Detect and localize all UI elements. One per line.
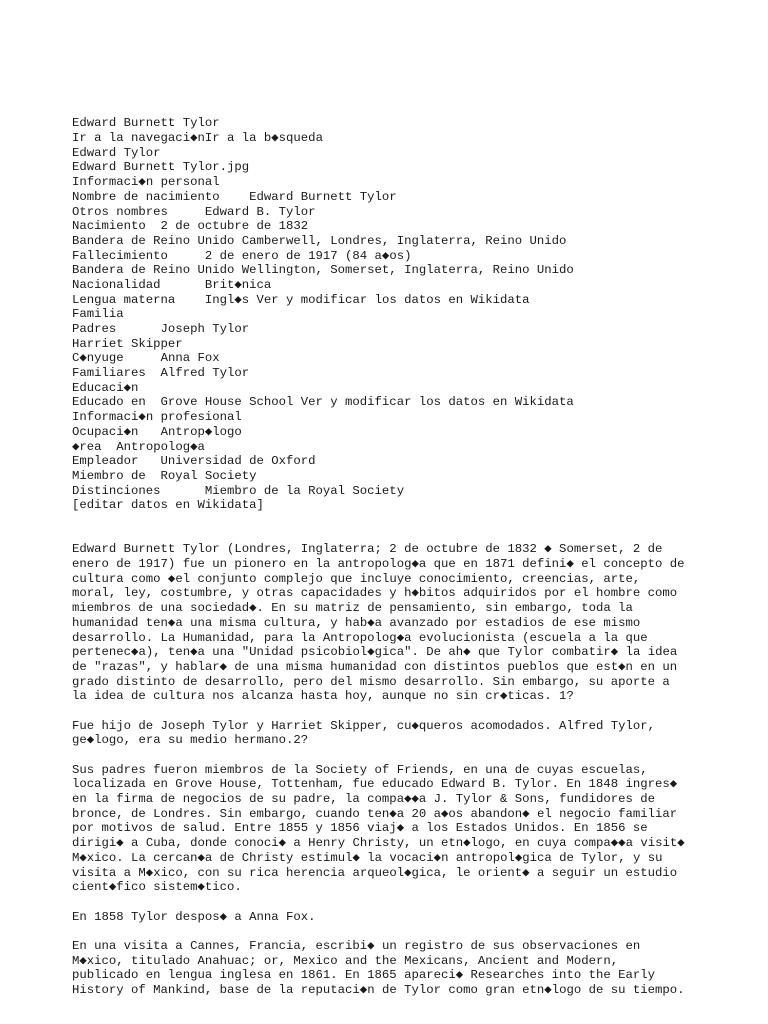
paragraph-line: publicado en lengua inglesa en 1861. En 1865 apareci◆ Researches into the Early	[72, 968, 655, 983]
paragraph-line: enero de 1917) fue un pionero en la antropolog◆a que en 1871 defini◆ el concepto de	[72, 557, 685, 572]
paragraph-line: de "razas", y hablar◆ de una misma humanidad con distintos pueblos que est◆n en un	[72, 659, 678, 674]
infobox-line: Lengua materna Ingl◆s Ver y modificar los datos en Wikidata	[72, 292, 530, 307]
infobox-line: Padres Joseph Tylor	[72, 322, 250, 337]
paragraph-line: la idea de cultura nos alcanza hasta hoy, aunque no sin cr◆ticas. 1?	[72, 689, 574, 704]
infobox-line: Fallecimiento 2 de enero de 1917 (84 a◆os)	[72, 248, 412, 263]
paragraph-line: localizada en Grove House, Tottenham, fue educado Edward B. Tylor. En 1848 ingres◆	[72, 777, 678, 792]
paragraph-line: Edward Burnett Tylor (Londres, Inglaterra; 2 de octubre de 1832 ◆ Somerset, 2 de	[72, 542, 663, 557]
paragraph-spacer	[72, 748, 712, 763]
paragraph-line: M◆xico. La cercan◆a de Christy estimul◆ la vocaci◆n antropol◆gica de Tylor, y su	[72, 850, 663, 865]
infobox-line: Informaci◆n personal	[72, 175, 220, 190]
paragraph-line: cultura como ◆el conjunto complejo que incluye conocimiento, creencias, arte,	[72, 571, 641, 586]
paragraph	[72, 939, 712, 998]
infobox-line: Ocupaci◆n Antrop◆logo	[72, 424, 242, 439]
infobox-line: Miembro de Royal Society	[72, 468, 257, 483]
paragraph-line: ge◆logo, era su medio hermano.2?	[72, 733, 309, 748]
paragraph-line: miembros de una sociedad◆. En su matriz de pensamiento, sin embargo, toda la	[72, 601, 633, 616]
paragraph-spacer	[72, 704, 712, 719]
paragraph-line: History of Mankind, base de la reputaci◆n de Tylor como gran etn◆logo de su tiempo.	[72, 983, 685, 997]
paragraph-line: grado distinto de desarrollo, pero del mismo desarrollo. Sin embargo, su aporte a	[72, 674, 670, 689]
paragraph	[72, 719, 712, 748]
infobox-line: Nacionalidad Brit◆nica	[72, 277, 272, 292]
infobox-line: Familiares Alfred Tylor	[72, 366, 250, 381]
infobox-line: Educaci◆n	[72, 380, 139, 395]
paragraph-line: moral, ley, costumbre, y otras capacidades y h◆bitos adquiridos por el hombre como	[72, 586, 678, 601]
infobox-line: [editar datos en Wikidata]	[72, 498, 264, 513]
paragraph-line: cient◆fico sistem◆tico.	[72, 880, 242, 895]
document-page	[72, 87, 712, 1012]
paragraph-line: pertenec◆a), ten◆a una "Unidad psicobiol◆gica". De ah◆ que Tylor combatir◆ la idea	[72, 645, 678, 660]
infobox-line: Edward Tylor	[72, 145, 161, 160]
paragraph	[72, 542, 712, 704]
paragraph-line: Fue hijo de Joseph Tylor y Harriet Skipper, cu◆queros acomodados. Alfred Tylor,	[72, 718, 655, 733]
paragraph-line: bronce, de Londres. Sin embargo, cuando ten◆a 20 a◆os abandon◆ el negocio familiar	[72, 806, 678, 821]
infobox-line: Distinciones Miembro de la Royal Society	[72, 483, 405, 498]
infobox-line: ◆rea Antropolog◆a	[72, 439, 205, 454]
paragraph-line: Sus padres fueron miembros de la Society of Friends, en una de cuyas escuelas,	[72, 762, 648, 777]
infobox-line: Otros nombres Edward B. Tylor	[72, 204, 316, 219]
paragraph	[72, 910, 712, 925]
infobox-line: Bandera de Reino Unido Wellington, Somerset, Inglaterra, Reino Unido	[72, 263, 574, 278]
paragraph-line: visita a M◆xico, con su rica herencia arqueol◆gica, le orient◆ a seguir un estudio	[72, 865, 678, 880]
paragraph-spacer	[72, 895, 712, 910]
infobox-line: Harriet Skipper	[72, 336, 183, 351]
infobox-line: Empleador Universidad de Oxford	[72, 454, 316, 469]
infobox-line: Educado en Grove House School Ver y modificar los datos en Wikidata	[72, 395, 574, 410]
paragraph-line: desarrollo. La Humanidad, para la Antropolog◆a evolucionista (escuela a la que	[72, 630, 648, 645]
paragraph-line: humanidad ten◆a una misma cultura, y hab◆a avanzado por estadios de ese mismo	[72, 615, 641, 630]
infobox-line: Informaci◆n profesional	[72, 410, 242, 425]
paragraph-line: por motivos de salud. Entre 1855 y 1856 viaj◆ a los Estados Unidos. En 1856 se	[72, 821, 648, 836]
infobox-line: Nacimiento 2 de octubre de 1832	[72, 219, 309, 234]
infobox-line: Familia	[72, 307, 124, 322]
paragraph-line: en la firma de negocios de su padre, la compa◆◆a J. Tylor & Sons, fundidores de	[72, 792, 656, 807]
infobox-line: C◆nyuge Anna Fox	[72, 351, 220, 366]
paragraph-spacer	[72, 924, 712, 939]
paragraph-line: dirigi◆ a Cuba, donde conoci◆ a Henry Christy, un etn◆logo, en cuya compa◆◆a visit◆	[72, 836, 685, 851]
infobox-line: Edward Burnett Tylor.jpg	[72, 160, 250, 175]
infobox-line: Edward Burnett Tylor	[72, 116, 220, 131]
infobox-line: Bandera de Reino Unido Camberwell, Londres, Inglaterra, Reino Unido	[72, 233, 567, 248]
paragraph	[72, 763, 712, 895]
infobox-line: Nombre de nacimiento Edward Burnett Tylor	[72, 189, 397, 204]
infobox-line: Ir a la navegaci◆nIr a la b◆squeda	[72, 131, 323, 146]
paragraph-line: En una visita a Cannes, Francia, escribi◆ un registro de sus observaciones en	[72, 938, 641, 953]
paragraph-line: En 1858 Tylor despos◆ a Anna Fox.	[72, 909, 316, 924]
infobox	[72, 116, 712, 513]
article-body	[72, 542, 712, 997]
paragraph-line: M◆xico, titulado Anahuac; or, Mexico and the Mexicans, Ancient and Modern,	[72, 953, 619, 968]
